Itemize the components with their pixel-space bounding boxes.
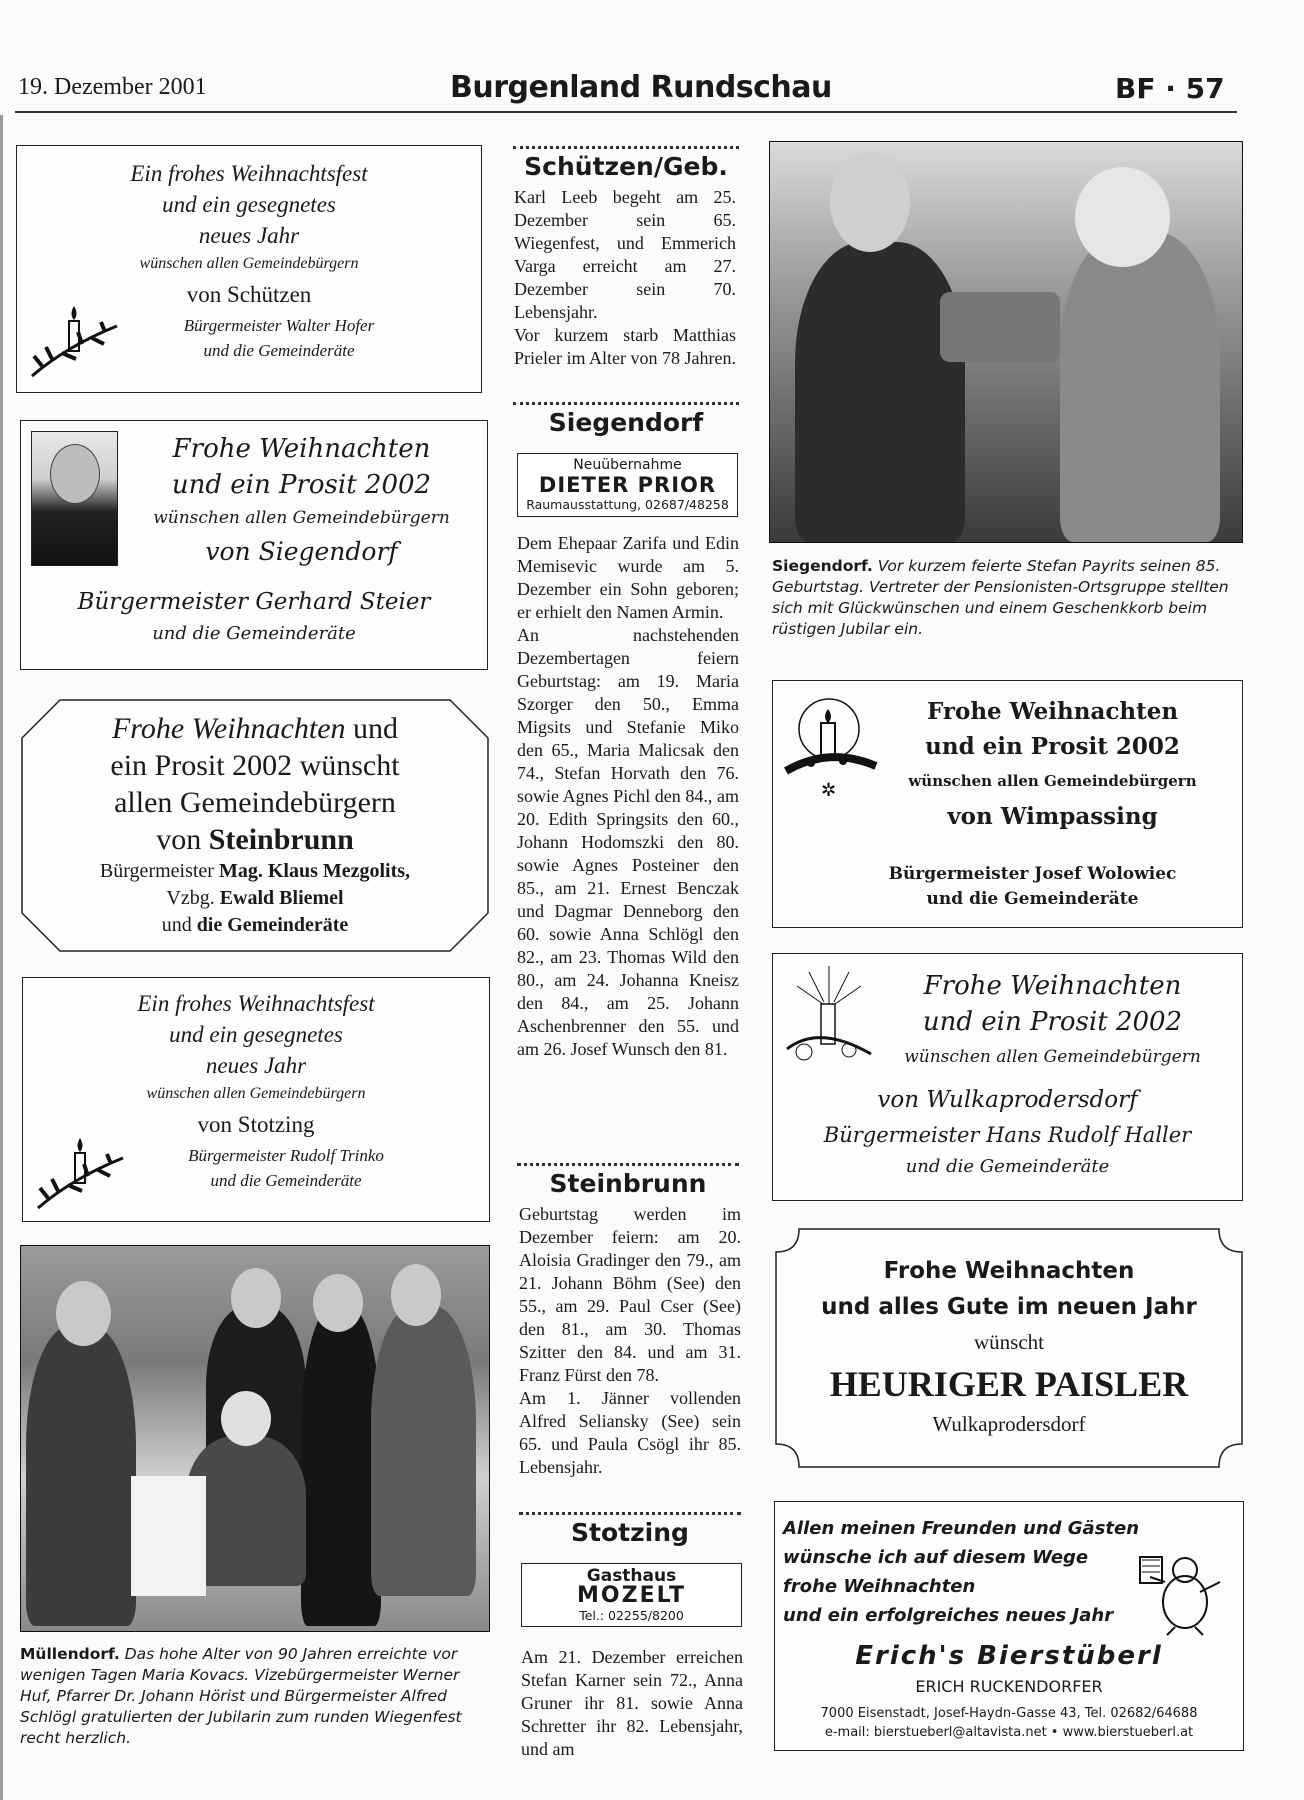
ad-town: von Wulkaprodersdorf [877, 1087, 1138, 1113]
beer-man-icon [1130, 1542, 1230, 1637]
ad-line: und die Gemeinderäte [203, 341, 355, 360]
person-head [830, 152, 910, 252]
ad-line: und die Gemeinderäte [905, 1156, 1110, 1177]
ad-line: Wulkaprodersdorf [932, 1412, 1086, 1436]
ad-line: Frohe Weihnachten [172, 434, 431, 464]
person-head [56, 1281, 111, 1346]
person-figure [1060, 232, 1220, 542]
ad-town: von Wimpassing [947, 803, 1158, 830]
page-number: BF · 57 [1115, 72, 1225, 105]
section-divider [517, 1163, 739, 1166]
ad-contact: e-mail: bierstueberl@altavista.net • www.bierstueberl.at [824, 1725, 1194, 1740]
person-head [221, 1391, 271, 1446]
ad-town: von Siegendorf [205, 537, 398, 566]
ad-siegendorf [20, 420, 488, 670]
siegendorf-photo [769, 141, 1243, 543]
ad-line: wünschen allen Gemeindebürgern [139, 255, 359, 272]
heading-siegendorf: Siegendorf [548, 408, 704, 437]
svg-text:✲: ✲ [821, 780, 837, 801]
person-head [231, 1268, 281, 1328]
ad-line: Bürgermeister Rudolf Trinko [188, 1146, 384, 1165]
ad-line: Vzbg. Ewald Bliemel [166, 887, 344, 909]
ad-line: und die Gemeinderäte [926, 889, 1139, 909]
article-steinbrunn: Geburtstag werden im Dezember feiern: am 20. Aloisia Gradinger den 79., am 21. Johann Böhm (See) den 55., am 29. Paul Cser (See) den 81., am 30. Thomas Szitter den 84. und am 31. Franz Fürst den 78. Am 1. Jänner vollenden Alfred Seliansky (See) sein 65. und Paula Csögl ihr 85. Lebensjahr. [519, 1204, 741, 1477]
ad-line: und die Gemeinderäte [161, 914, 349, 936]
ad-line: und alles Gute im neuen Jahr [821, 1294, 1197, 1320]
ad-line: und die Gemeinderäte [152, 623, 356, 644]
ad-line: wünscht [974, 1330, 1044, 1354]
ad-line: Tel.: 02255/8200 [579, 1608, 684, 1623]
page-edge [0, 115, 3, 1800]
ad-line: und ein Prosit 2002 [922, 1007, 1183, 1037]
ad-schuetzen [16, 145, 482, 393]
article-stotzing: Am 21. Dezember erreichen Stefan Karner sein 72., Anna Gruner ihr 81. sowie Anna Schretter ihr 82. Lebensjahr, und am [521, 1647, 743, 1759]
candle-branch-icon [33, 1118, 128, 1218]
ad-line: und ein Prosit 2002 [171, 470, 432, 500]
heading-stotzing: Stotzing [571, 1518, 689, 1547]
ad-heuriger-paisler [774, 1227, 1244, 1469]
muellendorf-caption: Müllendorf. Das hohe Alter von 90 Jahren erreichte vor wenigen Tagen Maria Kovacs. Vizebürgermeister Werner Huf, Pfarrer Dr. Johann Hörist und Bürgermeister Alfred Schlögl gratulierten der Jubilarin zum runden Wiegenfest recht herzlich. [20, 1645, 462, 1747]
ad-line: Neuübernahme [573, 457, 682, 473]
ad-address: 7000 Eisenstadt, Josef-Haydn-Gasse 43, Tel. 02682/64688 [820, 1706, 1198, 1721]
ad-line: Ein frohes Weihnachtsfest [130, 161, 368, 186]
ad-wimpassing [772, 680, 1243, 928]
ad-gasthaus-mozelt [521, 1563, 742, 1627]
ad-line: neues Jahr [205, 1053, 307, 1078]
ad-line: Bürgermeister Gerhard Steier [77, 589, 431, 615]
siegendorf-caption: Siegendorf. Vor kurzem feierte Stefan Payrits seinen 85. Geburtstag. Vertreter der Pensionisten-Ortsgruppe stellten sich mit Glückwünschen und einem Geschenkkorb beim rüstigen Jubilar ein. [772, 557, 1229, 638]
ad-line: neues Jahr [198, 223, 300, 248]
muellendorf-photo [20, 1245, 490, 1632]
person-head [1075, 167, 1170, 267]
ad-line: und ein gesegnetes [169, 1022, 343, 1047]
ad-owner: ERICH RUCKENDORFER [915, 1677, 1103, 1696]
person-figure [26, 1326, 136, 1626]
ad-town: von Steinbrunn [156, 823, 354, 856]
ad-line: Frohe Weihnachten und [111, 712, 399, 745]
ad-line: Ein frohes Weihnachtsfest [137, 991, 375, 1016]
ad-dieter-prior [517, 453, 738, 517]
ad-bierstueberl [774, 1501, 1244, 1751]
article-schuetzen: Karl Leeb begeht am 25. Dezember sein 65. Wiegenfest, und Emmerich Varga erreicht am 27. Dezember sein 70. Lebensjahr. Vor kurzem starb Matthias Prieler im Alter von 78 Jahren. [514, 187, 736, 368]
portrait-head [50, 444, 100, 504]
ad-line: wünschen allen Gemeindebürgern [153, 508, 450, 528]
ad-line: wünschen allen Gemeindebürgern [904, 1047, 1201, 1067]
section-divider [513, 402, 739, 405]
ad-line: Bürgermeister Josef Wolowiec [888, 864, 1177, 884]
ad-name: DIETER PRIOR [538, 473, 717, 497]
ad-line: und die Gemeinderäte [210, 1171, 362, 1190]
ad-line: frohe Weihnachten [783, 1576, 976, 1597]
heading-schuetzen: Schützen/Geb. [524, 152, 728, 181]
table-cloth [131, 1476, 206, 1596]
issue-date: 19. Dezember 2001 [18, 74, 207, 100]
ad-name: Erich's Bierstüberl [855, 1641, 1163, 1671]
section-divider [519, 1512, 741, 1515]
ad-line: wünsche ich auf diesem Wege [783, 1547, 1089, 1568]
ad-line: und ein Prosit 2002 [925, 733, 1180, 760]
heading-steinbrunn: Steinbrunn [549, 1169, 707, 1198]
ad-line: Bürgermeister Mag. Klaus Mezgolits, [99, 860, 411, 882]
ad-line: wünschen allen Gemeindebürgern [146, 1085, 366, 1102]
person-head [313, 1274, 363, 1332]
candle-branch-icon [27, 286, 122, 386]
person-figure [795, 242, 965, 542]
ad-steinbrunn [20, 698, 490, 953]
ad-wulkaprodersdorf [772, 953, 1243, 1201]
ad-line: und ein erfolgreiches neues Jahr [783, 1605, 1114, 1626]
ad-line: Frohe Weihnachten [923, 971, 1182, 1001]
ad-stotzing [22, 977, 490, 1222]
ad-line: Bürgermeister Hans Rudolf Haller [823, 1123, 1192, 1147]
ad-line: wünschen allen Gemeindebürgern [908, 772, 1197, 790]
ad-name: HEURIGER PAISLER [829, 1364, 1189, 1404]
ad-line: Bürgermeister Walter Hofer [183, 316, 375, 335]
newspaper-title: Burgenland Rundschau [450, 70, 832, 105]
mayor-portrait [31, 431, 118, 566]
ad-line: Raumausstattung, 02687/48258 [526, 497, 729, 512]
person-figure [371, 1306, 476, 1596]
ad-line: allen Gemeindebürgern [114, 786, 396, 819]
article-siegendorf: Dem Ehepaar Zarifa und Edin Memisevic wurde am 5. Dezember ein Sohn geboren; er erhielt den Namen Armin. An nachstehenden Dezembertagen feiern Geburtstag: am 19. Maria Szorger den 50., Emma Migsits und Stefanie Miko den 65., Maria Malicsak den 74., Stefan Horvath den 76. sowie Agnes Pichl den 84., am 20. Edith Springsits den 60., Johann Hodomszki den 80. sowie Agnes Posteiner den 85., am 21. Ernest Benczak und Dagmar Denneborg den 60. sowie Anna Schlögl den 82., am 23. Thomas Wild den 80., am 24. Johanna Kneisz den 84., am 25. Johann Aschenbrenner den 55. und am 26. Josef Wunsch den 81. [517, 533, 739, 1059]
ad-town: von Stotzing [197, 1112, 315, 1137]
ad-name: MOZELT [577, 1583, 686, 1608]
ad-line: und ein gesegnetes [162, 192, 336, 217]
section-divider [513, 146, 739, 149]
ad-line: Gasthaus [586, 1566, 677, 1586]
ad-line: ein Prosit 2002 wünscht [110, 749, 400, 782]
header-rule [15, 111, 1237, 113]
gift-basket [940, 292, 1060, 362]
ad-town: von Schützen [186, 282, 312, 307]
ad-line: Allen meinen Freunden und Gästen [783, 1518, 1140, 1539]
person-figure [301, 1306, 381, 1626]
ad-line: Frohe Weihnachten [926, 698, 1179, 725]
person-head [391, 1264, 441, 1326]
ad-line: Frohe Weihnachten [883, 1258, 1135, 1284]
